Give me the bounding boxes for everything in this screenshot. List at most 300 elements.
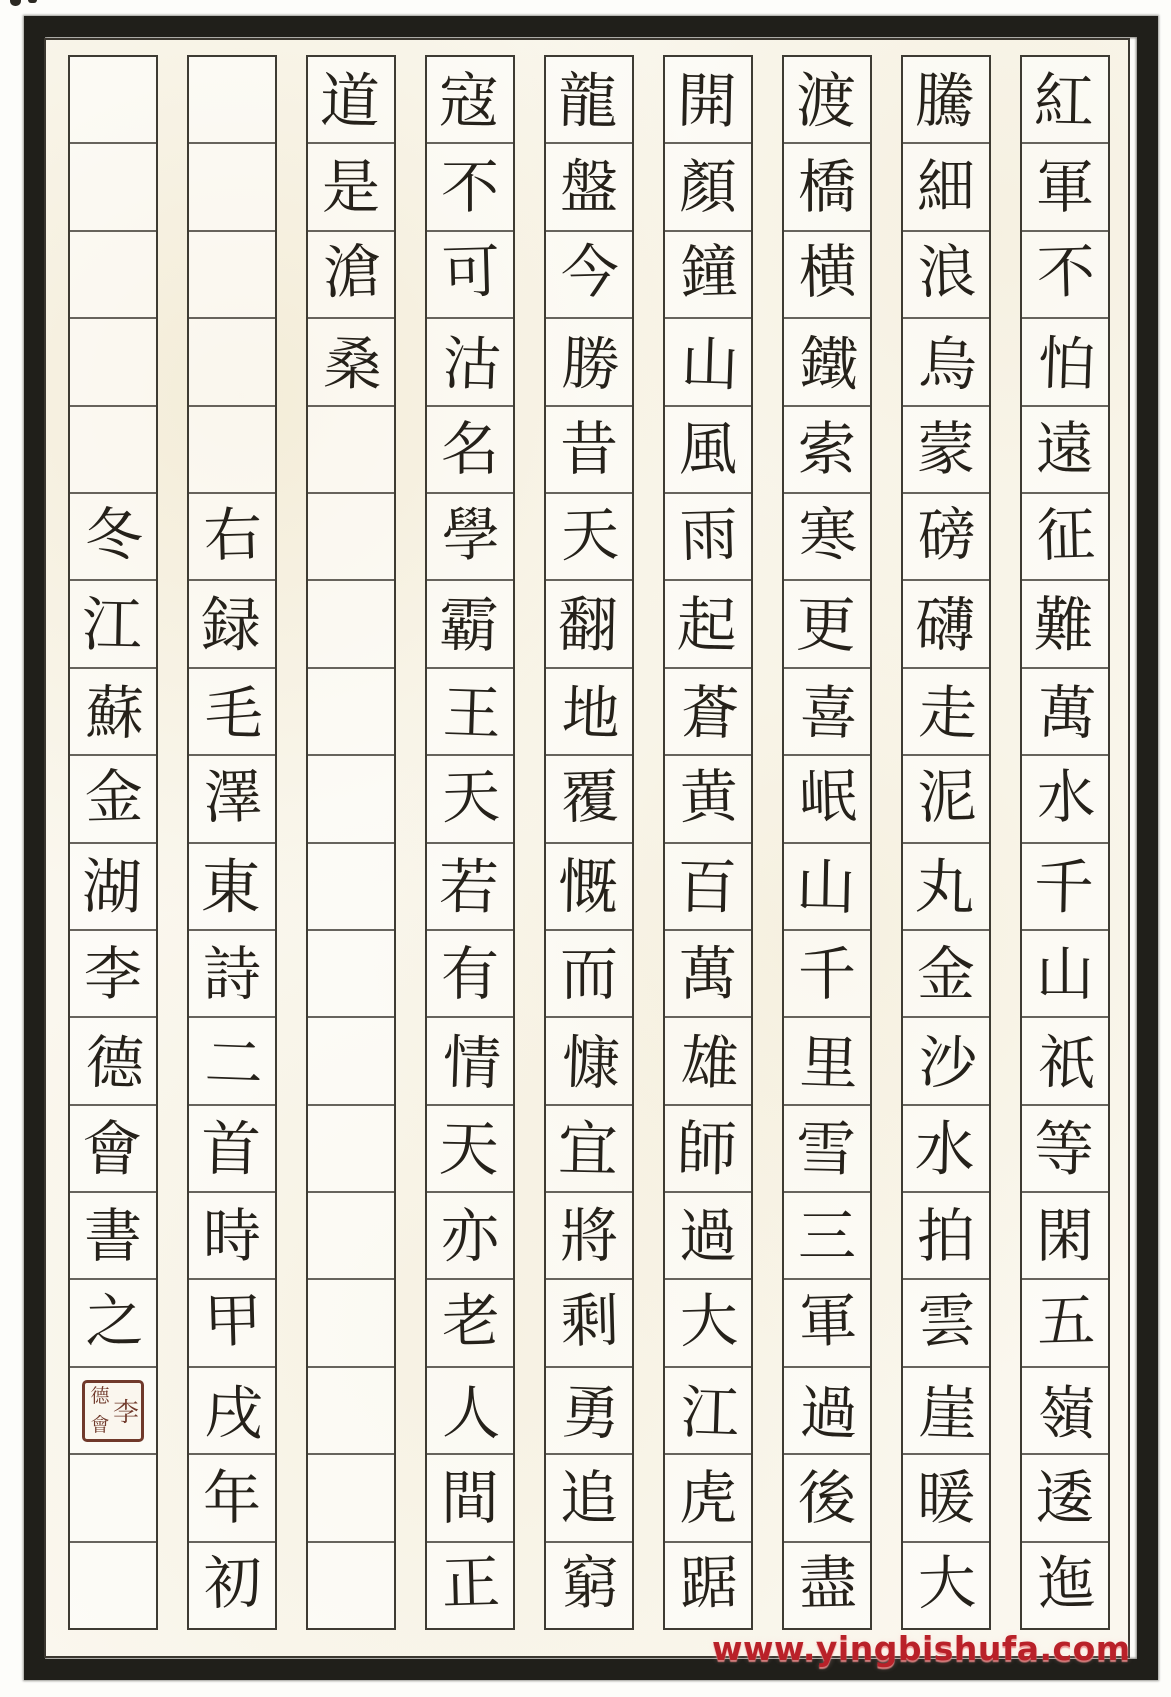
character-cell xyxy=(903,142,989,229)
handwritten-character: 金 xyxy=(916,939,975,1008)
seal-character: 德 xyxy=(90,1384,110,1407)
handwritten-character: 泥 xyxy=(916,761,977,832)
character-cell xyxy=(784,1016,870,1103)
character-cell xyxy=(1022,667,1108,754)
character-cell xyxy=(546,579,632,666)
character-cell xyxy=(784,492,870,579)
handwritten-character: 踞 xyxy=(678,1548,739,1619)
handwritten-character: 右 xyxy=(202,499,263,570)
character-cell xyxy=(427,667,513,754)
character-cell xyxy=(903,1541,989,1628)
empty-grid-cell xyxy=(308,754,394,841)
handwritten-character: 走 xyxy=(917,678,979,749)
character-cell xyxy=(784,405,870,492)
empty-grid-cell xyxy=(308,842,394,929)
character-cell xyxy=(546,1191,632,1278)
handwritten-character: 迤 xyxy=(1035,1548,1096,1619)
handwritten-character: 金 xyxy=(83,761,144,832)
character-cell xyxy=(189,929,275,1016)
handwritten-character: 有 xyxy=(440,939,499,1008)
handwritten-character: 天 xyxy=(559,499,620,570)
handwritten-character: 師 xyxy=(676,1113,738,1185)
character-cell xyxy=(665,1016,751,1103)
character-cell xyxy=(665,667,751,754)
character-cell xyxy=(665,929,751,1016)
handwritten-character: 雄 xyxy=(679,1028,741,1099)
handwritten-character: 鐵 xyxy=(798,328,860,399)
handwritten-character: 宜 xyxy=(557,1113,619,1185)
character-cell xyxy=(1022,929,1108,1016)
handwritten-character: 沙 xyxy=(917,1028,979,1099)
empty-grid-cell xyxy=(308,579,394,666)
handwritten-character: 萬 xyxy=(1036,678,1098,749)
grid-column-8-from-right xyxy=(187,55,277,1630)
grid-column-1-from-right xyxy=(1020,55,1110,1630)
empty-grid-cell xyxy=(308,1016,394,1103)
empty-grid-cell xyxy=(308,492,394,579)
character-cell xyxy=(784,1191,870,1278)
handwritten-character: 是 xyxy=(321,153,380,222)
handwritten-character: 昔 xyxy=(559,415,618,484)
empty-grid-cell xyxy=(308,1541,394,1628)
handwritten-character: 詩 xyxy=(202,939,261,1008)
handwritten-character: 浪 xyxy=(916,237,977,308)
handwritten-character: 過 xyxy=(678,1201,737,1270)
empty-grid-cell xyxy=(308,929,394,1016)
character-cell xyxy=(784,57,870,142)
handwritten-character: 山 xyxy=(1035,939,1094,1008)
character-cell xyxy=(784,667,870,754)
handwritten-character: 老 xyxy=(440,1286,501,1356)
character-cell xyxy=(784,842,870,929)
handwritten-character: 水 xyxy=(914,1113,976,1185)
handwritten-character: 横 xyxy=(797,237,858,308)
handwritten-character: 勝 xyxy=(560,328,622,399)
character-cell xyxy=(665,1541,751,1628)
handwritten-character: 喜 xyxy=(798,678,860,749)
handwritten-character: 細 xyxy=(916,153,975,222)
character-cell xyxy=(546,405,632,492)
grid-column-5-from-right xyxy=(544,55,634,1630)
handwritten-character: 大 xyxy=(678,1286,739,1356)
character-cell xyxy=(784,1366,870,1453)
character-cell xyxy=(1022,1453,1108,1540)
empty-grid-cell xyxy=(70,142,156,229)
character-cell xyxy=(427,57,513,142)
character-cell xyxy=(784,1104,870,1191)
handwritten-character: 東 xyxy=(200,851,262,923)
handwritten-character: 烏 xyxy=(917,328,979,399)
handwritten-character: 過 xyxy=(798,1377,860,1448)
handwritten-character: 千 xyxy=(1033,851,1095,923)
character-cell xyxy=(665,230,751,317)
handwritten-character: 祇 xyxy=(1036,1028,1098,1099)
handwritten-character: 覆 xyxy=(559,761,620,832)
handwritten-character: 丸 xyxy=(914,851,976,923)
handwritten-character: 二 xyxy=(203,1028,265,1099)
character-cell xyxy=(427,317,513,404)
handwritten-character: 亦 xyxy=(440,1201,499,1270)
character-cell xyxy=(903,1104,989,1191)
character-cell xyxy=(903,579,989,666)
handwritten-character: 閑 xyxy=(1035,1201,1094,1270)
character-cell xyxy=(665,1191,751,1278)
empty-grid-cell xyxy=(308,1366,394,1453)
handwritten-character: 騰 xyxy=(914,65,976,137)
character-cell xyxy=(427,929,513,1016)
torn-corner-mark xyxy=(8,0,48,8)
character-cell xyxy=(427,754,513,841)
character-cell xyxy=(903,754,989,841)
handwritten-character: 之 xyxy=(83,1286,144,1356)
handwritten-character: 毛 xyxy=(203,678,265,749)
character-cell xyxy=(903,667,989,754)
handwritten-character: 可 xyxy=(440,237,501,308)
empty-grid-cell xyxy=(308,1278,394,1365)
handwritten-character: 追 xyxy=(559,1463,618,1532)
empty-grid-cell xyxy=(70,57,156,142)
handwritten-character: 江 xyxy=(679,1377,741,1448)
character-cell xyxy=(427,1104,513,1191)
character-cell xyxy=(1022,1541,1108,1628)
character-cell xyxy=(903,1453,989,1540)
grid-column-3-from-right xyxy=(782,55,872,1630)
handwritten-character: 慨 xyxy=(557,851,619,923)
handwritten-character: 不 xyxy=(1035,237,1096,308)
character-cell xyxy=(189,667,275,754)
handwritten-character: 風 xyxy=(678,415,737,484)
character-cell xyxy=(665,1278,751,1365)
handwritten-character: 首 xyxy=(200,1113,262,1185)
handwritten-character: 大 xyxy=(916,1548,977,1619)
character-cell xyxy=(546,929,632,1016)
handwritten-character: 甲 xyxy=(202,1286,263,1356)
character-cell xyxy=(427,1366,513,1453)
handwritten-character: 蒙 xyxy=(916,415,975,484)
character-cell xyxy=(665,142,751,229)
character-cell xyxy=(784,230,870,317)
character-cell xyxy=(903,317,989,404)
empty-grid-cell xyxy=(70,405,156,492)
handwritten-character: 地 xyxy=(560,678,622,749)
character-cell xyxy=(1022,1191,1108,1278)
character-cell xyxy=(1022,317,1108,404)
character-cell xyxy=(427,1541,513,1628)
handwritten-character: 王 xyxy=(441,678,503,749)
handwritten-character: 窮 xyxy=(559,1548,620,1619)
character-cell xyxy=(903,492,989,579)
character-cell xyxy=(665,57,751,142)
empty-grid-cell xyxy=(308,1191,394,1278)
character-cell xyxy=(903,57,989,142)
handwritten-character: 道 xyxy=(319,65,381,137)
handwritten-character: 勇 xyxy=(560,1377,622,1448)
character-cell xyxy=(1022,492,1108,579)
character-cell xyxy=(70,929,156,1016)
handwritten-character: 岷 xyxy=(797,761,858,832)
character-cell xyxy=(189,1366,275,1453)
handwritten-character: 渡 xyxy=(795,65,857,137)
handwritten-character: 索 xyxy=(797,415,856,484)
character-cell xyxy=(665,405,751,492)
character-cell xyxy=(427,142,513,229)
character-cell xyxy=(308,317,394,404)
empty-grid-cell xyxy=(189,317,275,404)
character-cell xyxy=(70,667,156,754)
handwritten-character: 名 xyxy=(440,415,499,484)
handwritten-character: 里 xyxy=(798,1028,860,1099)
character-cell xyxy=(903,1366,989,1453)
character-cell xyxy=(427,1278,513,1365)
empty-grid-cell xyxy=(70,230,156,317)
empty-grid-cell xyxy=(308,667,394,754)
character-cell xyxy=(546,1541,632,1628)
character-cell xyxy=(665,1453,751,1540)
corner-mark-fragment xyxy=(10,0,21,6)
handwritten-character: 橋 xyxy=(797,153,856,222)
character-cell xyxy=(308,57,394,142)
character-cell xyxy=(427,579,513,666)
character-cell xyxy=(665,842,751,929)
handwritten-character: 山 xyxy=(795,851,857,923)
handwritten-character: 冬 xyxy=(83,499,144,570)
character-cell xyxy=(189,754,275,841)
handwritten-character: 若 xyxy=(438,851,500,923)
handwritten-character: 雪 xyxy=(795,1113,857,1185)
handwritten-character: 軍 xyxy=(1035,153,1094,222)
empty-grid-cell xyxy=(70,1453,156,1540)
handwritten-character: 虎 xyxy=(678,1463,737,1532)
handwritten-character: 盤 xyxy=(559,153,618,222)
handwritten-character: 征 xyxy=(1035,499,1096,570)
character-cell xyxy=(189,579,275,666)
character-cell xyxy=(903,842,989,929)
empty-grid-cell xyxy=(308,405,394,492)
character-cell xyxy=(70,1191,156,1278)
character-cell xyxy=(546,230,632,317)
character-cell xyxy=(427,492,513,579)
empty-grid-cell xyxy=(308,1104,394,1191)
handwritten-character: 起 xyxy=(676,589,738,661)
handwritten-character: 人 xyxy=(441,1377,503,1448)
handwritten-character: 遠 xyxy=(1035,415,1094,484)
handwritten-character: 録 xyxy=(200,589,262,661)
character-cell xyxy=(903,929,989,1016)
character-cell xyxy=(784,317,870,404)
grid-column-2-from-right xyxy=(901,55,991,1630)
character-cell xyxy=(546,1278,632,1365)
character-cell xyxy=(427,1016,513,1103)
handwritten-character: 山 xyxy=(679,328,741,399)
handwritten-character: 江 xyxy=(81,589,143,661)
handwritten-character: 時 xyxy=(202,1201,261,1270)
handwritten-character: 寇 xyxy=(438,65,500,137)
character-cell xyxy=(665,1366,751,1453)
character-cell xyxy=(546,1104,632,1191)
grid-column-4-from-right xyxy=(663,55,753,1630)
handwritten-character: 水 xyxy=(1035,761,1096,832)
character-cell xyxy=(903,1191,989,1278)
character-cell xyxy=(903,1278,989,1365)
character-cell xyxy=(1022,1104,1108,1191)
handwritten-character: 紅 xyxy=(1033,65,1095,137)
character-cell xyxy=(427,230,513,317)
character-cell xyxy=(189,1104,275,1191)
character-cell xyxy=(1022,842,1108,929)
seal-stamp xyxy=(82,1380,144,1442)
character-cell xyxy=(70,579,156,666)
character-cell xyxy=(1022,1366,1108,1453)
empty-grid-cell xyxy=(189,142,275,229)
grid-column-9-from-right xyxy=(68,55,158,1630)
handwritten-character: 逶 xyxy=(1035,1463,1094,1532)
character-cell xyxy=(1022,1278,1108,1365)
handwritten-character: 暖 xyxy=(916,1463,975,1532)
handwritten-character: 沽 xyxy=(441,328,503,399)
character-cell xyxy=(70,1278,156,1365)
character-cell xyxy=(784,929,870,1016)
handwritten-character: 年 xyxy=(202,1463,261,1532)
empty-grid-cell xyxy=(70,1541,156,1628)
grid-column-6-from-right xyxy=(425,55,515,1630)
character-cell xyxy=(546,1366,632,1453)
character-cell xyxy=(189,1453,275,1540)
character-cell xyxy=(189,1016,275,1103)
handwritten-character: 開 xyxy=(676,65,738,137)
character-cell xyxy=(189,1278,275,1365)
handwritten-character: 百 xyxy=(676,851,738,923)
character-cell xyxy=(546,1016,632,1103)
seal-character: 會 xyxy=(90,1413,110,1436)
handwritten-character: 崖 xyxy=(917,1377,979,1448)
character-cell xyxy=(546,57,632,142)
character-cell xyxy=(546,1453,632,1540)
character-cell xyxy=(1022,57,1108,142)
handwritten-character: 桑 xyxy=(322,328,384,399)
handwritten-character: 戌 xyxy=(203,1377,265,1448)
character-cell xyxy=(546,492,632,579)
handwritten-character: 李 xyxy=(83,939,142,1008)
handwritten-character: 蘇 xyxy=(84,678,146,749)
character-cell xyxy=(784,1278,870,1365)
character-cell xyxy=(546,667,632,754)
character-cell xyxy=(70,1104,156,1191)
seal-left-column xyxy=(87,1385,113,1437)
handwritten-character: 會 xyxy=(81,1113,143,1185)
handwritten-character: 將 xyxy=(559,1201,618,1270)
handwritten-character: 軍 xyxy=(797,1286,858,1356)
character-cell xyxy=(427,842,513,929)
grid-column-7-from-right xyxy=(306,55,396,1630)
handwritten-character: 蒼 xyxy=(679,678,741,749)
handwritten-character: 龍 xyxy=(557,65,619,137)
handwritten-character: 滄 xyxy=(321,237,382,308)
handwritten-character: 鐘 xyxy=(678,237,739,308)
character-cell xyxy=(784,579,870,666)
handwritten-character: 更 xyxy=(795,589,857,661)
handwritten-character: 情 xyxy=(441,1028,503,1099)
character-cell xyxy=(665,754,751,841)
handwritten-character: 盡 xyxy=(797,1548,858,1619)
character-cell xyxy=(1022,230,1108,317)
handwritten-character: 後 xyxy=(797,1463,856,1532)
character-cell xyxy=(546,842,632,929)
handwritten-character: 澤 xyxy=(202,761,263,832)
handwritten-character: 剩 xyxy=(559,1286,620,1356)
character-cell xyxy=(546,142,632,229)
character-cell xyxy=(70,1016,156,1103)
empty-grid-cell xyxy=(189,57,275,142)
character-cell xyxy=(665,579,751,666)
character-cell xyxy=(665,1104,751,1191)
character-cell xyxy=(1022,579,1108,666)
handwritten-character: 五 xyxy=(1035,1286,1096,1356)
handwritten-character: 雨 xyxy=(678,499,739,570)
handwritten-character: 書 xyxy=(83,1201,142,1270)
character-cell xyxy=(308,142,394,229)
empty-grid-cell xyxy=(189,405,275,492)
character-cell xyxy=(1022,1016,1108,1103)
character-cell xyxy=(784,754,870,841)
handwritten-character: 慷 xyxy=(560,1028,622,1099)
handwritten-character: 嶺 xyxy=(1036,1377,1098,1448)
handwritten-character: 拍 xyxy=(916,1201,975,1270)
watermark-text: www.yingbishufa.com xyxy=(712,1629,1131,1668)
seal-character: 李 xyxy=(112,1398,139,1429)
handwritten-character: 黄 xyxy=(678,761,739,832)
handwritten-character: 等 xyxy=(1033,1113,1095,1185)
character-cell xyxy=(546,317,632,404)
handwritten-character: 磅 xyxy=(916,499,977,570)
handwritten-character: 寒 xyxy=(797,499,858,570)
empty-grid-cell xyxy=(189,230,275,317)
character-cell xyxy=(903,405,989,492)
empty-grid-cell xyxy=(308,1453,394,1540)
handwritten-character: 怕 xyxy=(1036,328,1098,399)
handwritten-character: 不 xyxy=(440,153,499,222)
character-cell xyxy=(70,754,156,841)
handwritten-character: 礴 xyxy=(914,589,976,661)
handwritten-character: 而 xyxy=(559,939,618,1008)
handwritten-character: 天 xyxy=(440,761,501,832)
handwritten-character: 今 xyxy=(559,237,620,308)
character-cell xyxy=(665,317,751,404)
handwritten-character: 雲 xyxy=(916,1286,977,1356)
character-cell xyxy=(903,1016,989,1103)
character-cell xyxy=(189,492,275,579)
character-cell xyxy=(784,1541,870,1628)
handwritten-character: 三 xyxy=(797,1201,856,1270)
character-cell xyxy=(784,142,870,229)
character-cell xyxy=(784,1453,870,1540)
handwritten-character: 天 xyxy=(438,1113,500,1185)
character-cell xyxy=(903,230,989,317)
handwritten-character: 湖 xyxy=(81,851,143,923)
character-cell xyxy=(427,405,513,492)
character-cell xyxy=(1022,754,1108,841)
handwritten-character: 翻 xyxy=(557,589,619,661)
empty-grid-cell xyxy=(70,1366,156,1453)
character-cell xyxy=(427,1191,513,1278)
character-cell xyxy=(427,1453,513,1540)
character-cell xyxy=(1022,405,1108,492)
character-cell xyxy=(70,492,156,579)
handwritten-character: 千 xyxy=(797,939,856,1008)
handwritten-character: 正 xyxy=(440,1548,501,1619)
empty-grid-cell xyxy=(70,317,156,404)
corner-mark-fragment xyxy=(28,0,37,3)
handwritten-character: 萬 xyxy=(678,939,737,1008)
